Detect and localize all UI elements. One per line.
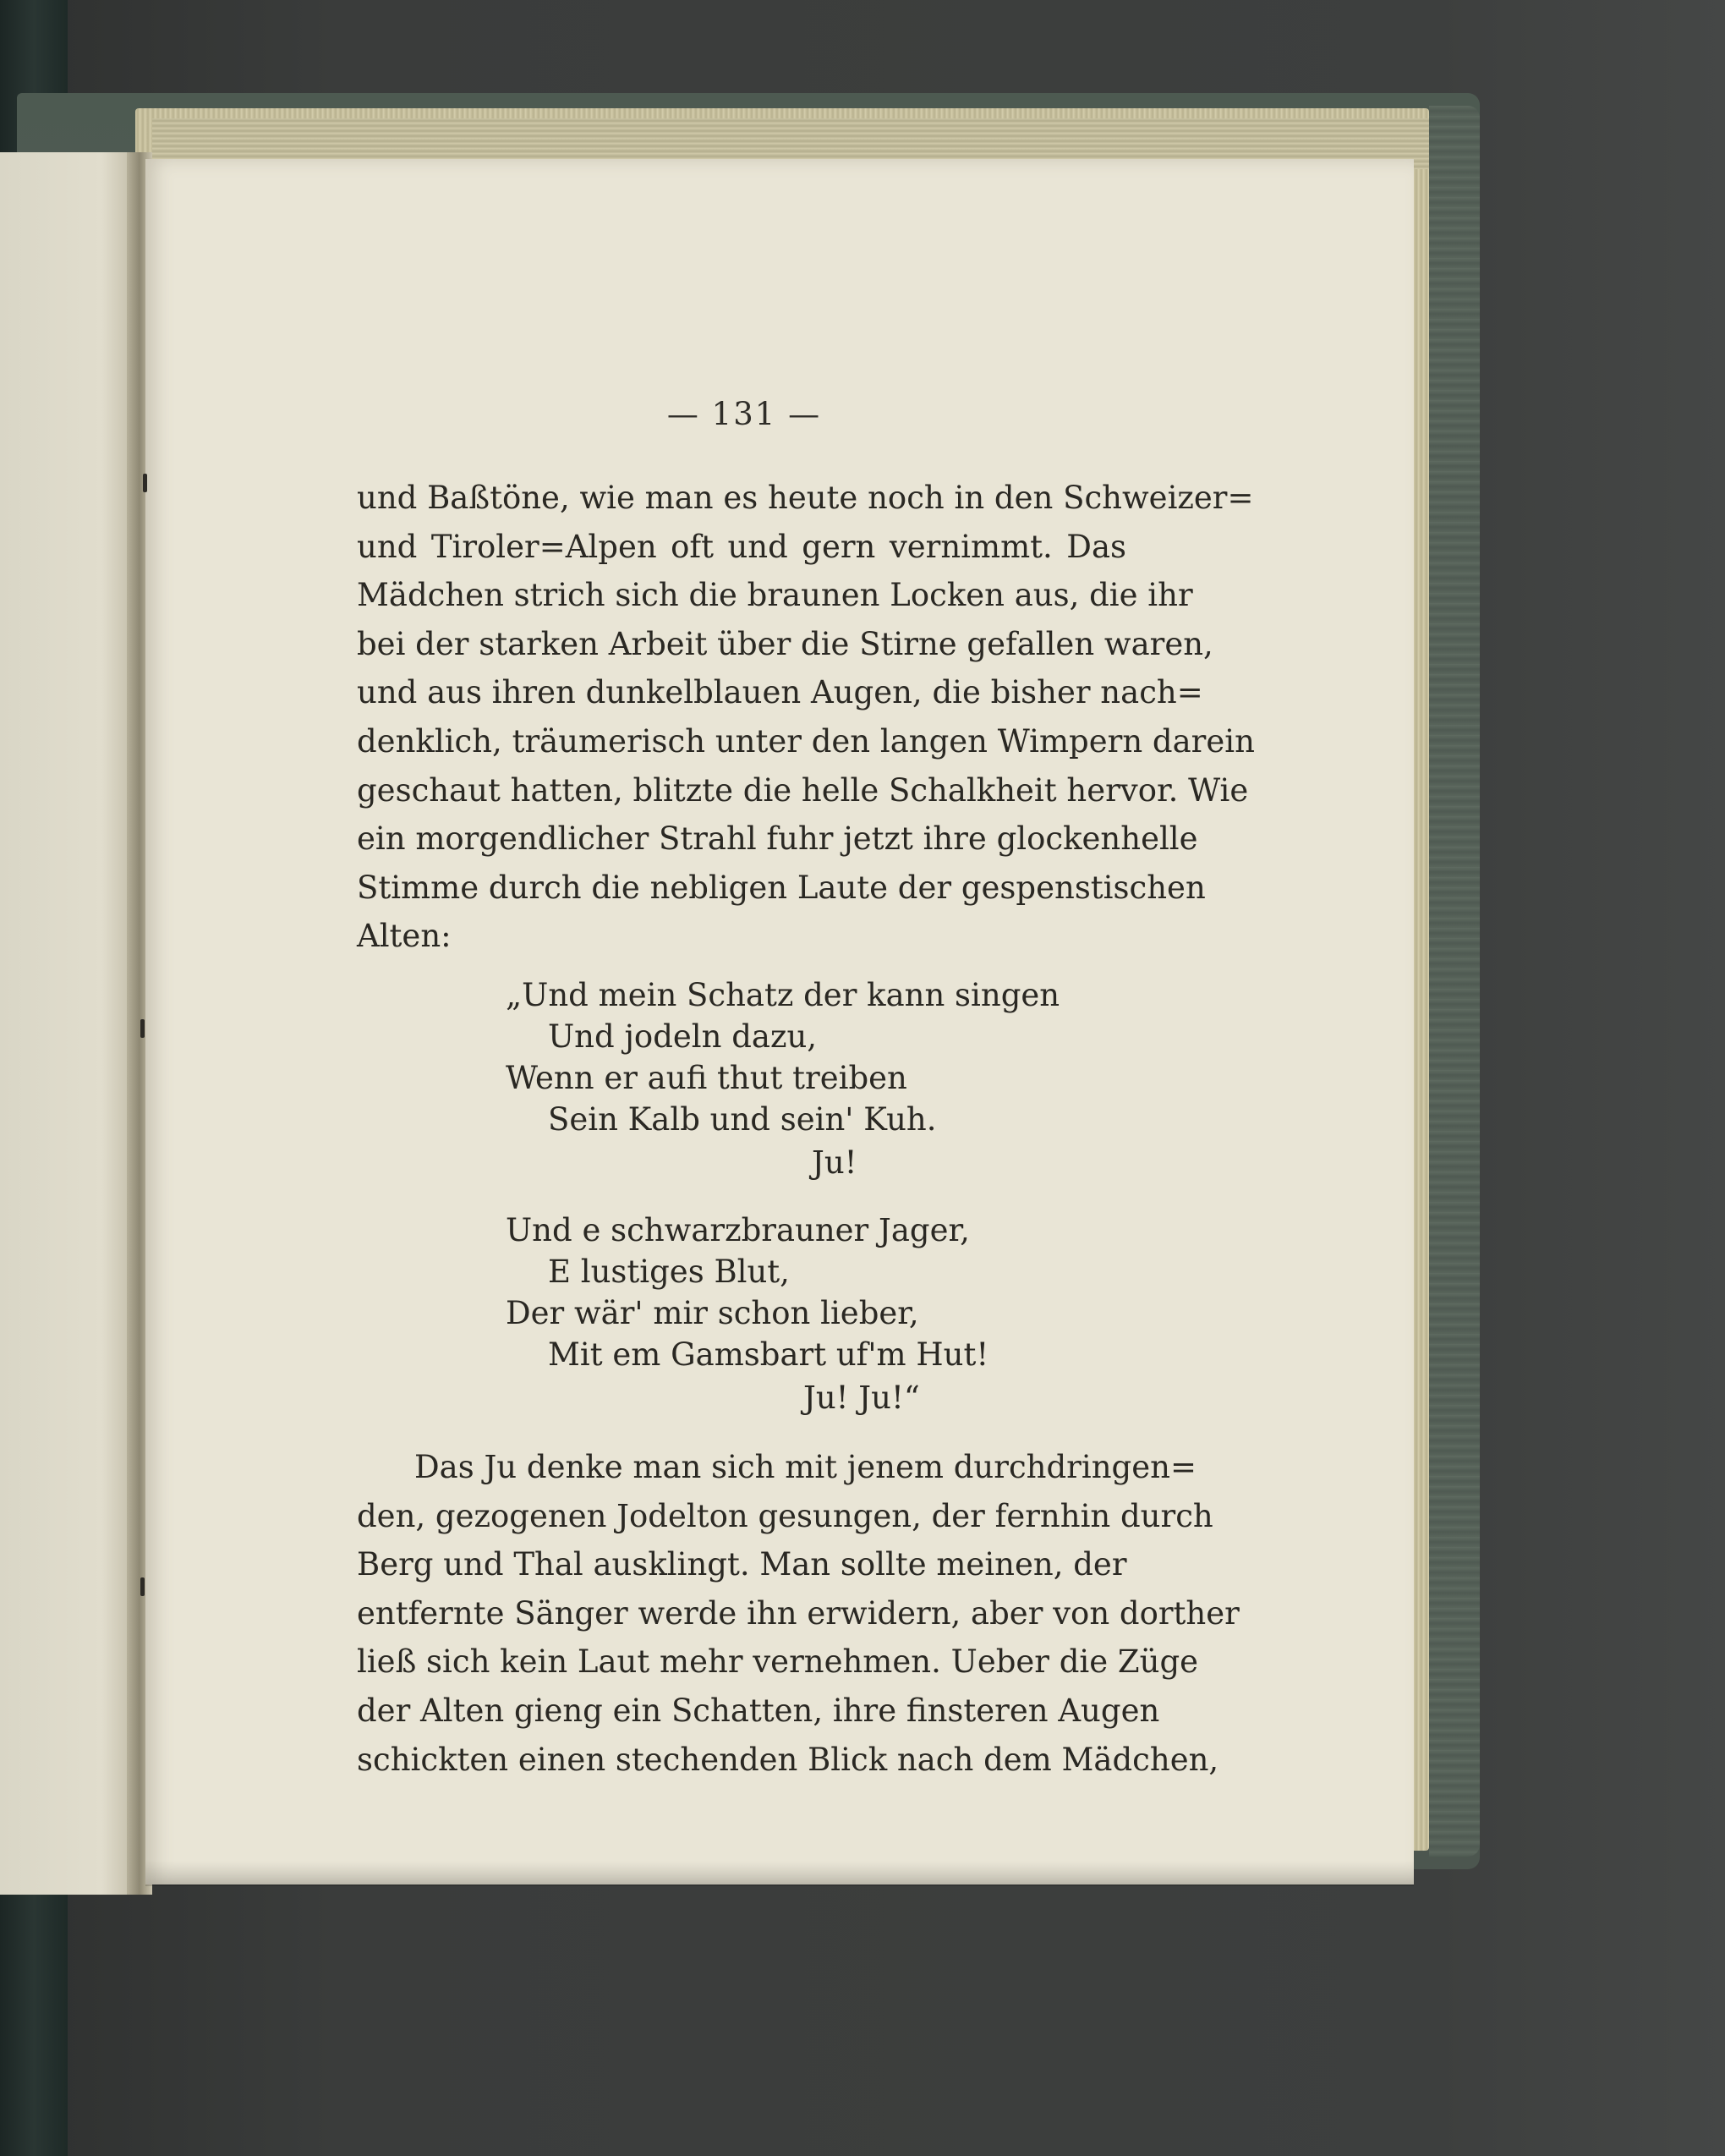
text-line: denklich, träumerisch unter den langen Wimpern darein [357, 722, 1255, 760]
paragraph-1 [357, 474, 1255, 961]
text-line: entfernte Sänger werde ihn erwidern, aber von dorther [357, 1594, 1240, 1632]
verse-line: Mit em Gamsbart uf'm Hut! [548, 1336, 989, 1373]
book-cover-edge [1429, 106, 1480, 1857]
page-number: — 131 — [666, 396, 822, 432]
text-line: Alten: [357, 918, 452, 955]
verse-line: „Und mein Schatz der kann singen [506, 977, 1060, 1013]
verse-line: Sein Kalb und sein' Kuh. [548, 1101, 937, 1138]
margin-mark [140, 1577, 145, 1596]
text-line: Das Ju denke man sich mit jenem durchdringen= [414, 1449, 1197, 1485]
text-line: und aus ihren dunkelblauen Augen, die bisher nach= [357, 674, 1203, 711]
text-line: den, gezogenen Jodelton gesungen, der fernhin durch [357, 1497, 1213, 1534]
verse-line: Ju! Ju!“ [803, 1380, 920, 1416]
verse-line: Und jodeln dazu, [548, 1018, 818, 1055]
text-line: und Baßtöne, wie man es heute noch in den Schweizer= [357, 480, 1254, 516]
paragraph-2 [357, 1443, 1240, 1784]
text-line: Mädchen strich sich die braunen Locken aus, die ihr [357, 577, 1193, 614]
text-line: geschaut hatten, blitzte die helle Schalkheit hervor. Wie [357, 771, 1249, 809]
text-line: schickten einen stechenden Blick nach dem Mädchen, [357, 1741, 1219, 1778]
text-line: und Tiroler=Alpen oft und gern vernimmt. Das [357, 528, 1126, 565]
margin-mark [140, 1019, 145, 1038]
verse-line: Ju! [812, 1144, 857, 1181]
text-line: bei der starken Arbeit über die Stirne gefallen waren, [357, 625, 1213, 662]
verse-line: Und e schwarzbrauner Jager, [506, 1212, 970, 1248]
verse-line: Wenn er aufi thut treiben [506, 1060, 907, 1096]
left-page-sliver [0, 152, 145, 1895]
text-line: der Alten gieng ein Schatten, ihre finsteren Augen [357, 1692, 1160, 1729]
verse-line: E lustiges Blut, [548, 1254, 790, 1290]
text-line: Stimme durch die nebligen Laute der gespenstischen [357, 869, 1206, 906]
text-line: ließ sich kein Laut mehr vernehmen. Ueber die Züge [357, 1643, 1199, 1681]
text-line: ein morgendlicher Strahl fuhr jetzt ihre glockenhelle [357, 820, 1198, 858]
verse-line: Der wär' mir schon lieber, [506, 1295, 919, 1331]
text-line: Berg und Thal ausklingt. Man sollte meinen, der [357, 1546, 1127, 1583]
margin-mark [143, 474, 147, 492]
page-bottom-shadow [145, 1861, 1414, 1886]
